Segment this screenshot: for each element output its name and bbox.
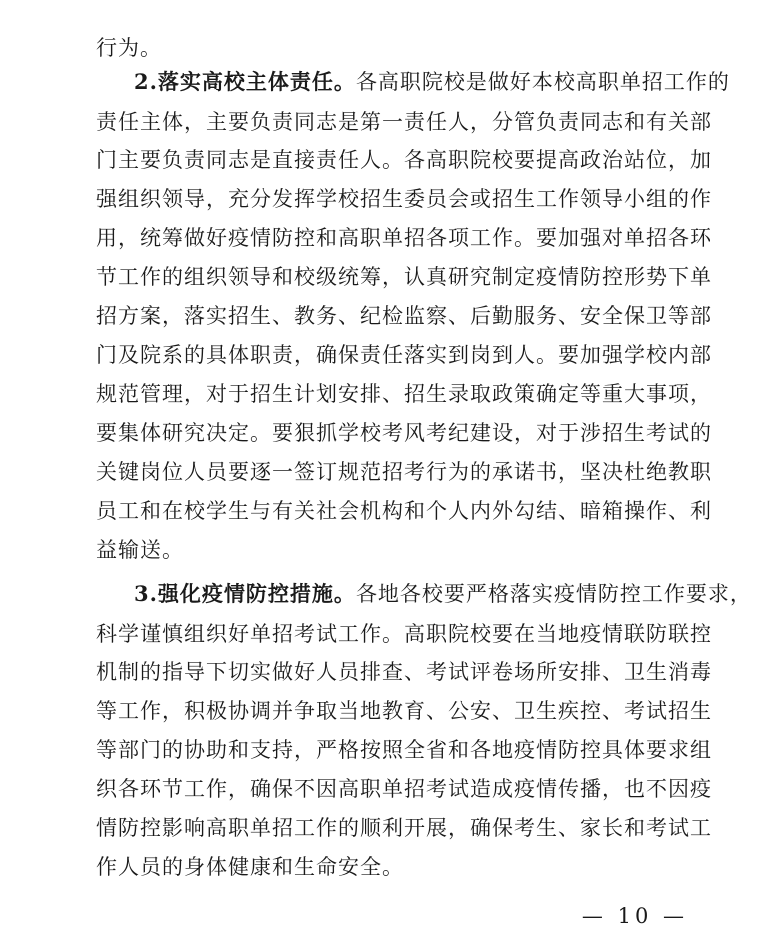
paragraph-text: 各地各校要严格落实疫情防控工作要求， [355,582,752,606]
section-2-first-line [134,68,730,96]
paragraph-line: 机制的指导下切实做好人员排查、考试评卷场所安排、卫生消毒 [96,660,712,684]
paragraph-line: 规范管理，对于招生计划安排、招生录取政策确定等重大事项， [96,382,712,406]
paragraph-line: 作人员的身体健康和生命安全。 [96,855,404,879]
paragraph-line: 节工作的组织领导和校级统筹，认真研究制定疫情防控形势下单 [96,265,712,289]
paragraph-line: 益输送。 [96,538,184,562]
paragraph-line: 情防控影响高职单招工作的顺利开展，确保考生、家长和考试工 [96,816,712,840]
paragraph-line: 行为。 [96,36,162,60]
paragraph-text: 各高职院校是做好本校高职单招工作的 [355,70,730,94]
paragraph-line: 招方案，落实招生、教务、纪检监察、后勤服务、安全保卫等部 [96,304,712,328]
paragraph-line: 门及院系的具体职责，确保责任落实到岗到人。要加强学校内部 [96,343,712,367]
paragraph-line: 等部门的协助和支持，严格按照全省和各地疫情防控具体要求组 [96,738,712,762]
paragraph-line: 织各环节工作，确保不因高职单招考试造成疫情传播，也不因疫 [96,777,712,801]
paragraph-line: 等工作，积极协调并争取当地教育、公安、卫生疾控、考试招生 [96,699,712,723]
paragraph-line: 要集体研究决定。要狠抓学校考风考纪建设，对于涉招生考试的 [96,421,712,445]
paragraph-line: 科学谨慎组织好单招考试工作。高职院校要在当地疫情联防联控 [96,622,712,646]
paragraph-line: 责任主体，主要负责同志是第一责任人，分管负责同志和有关部 [96,110,712,134]
paragraph-line: 用，统筹做好疫情防控和高职单招各项工作。要加强对单招各环 [96,226,712,250]
paragraph-line: 关键岗位人员要逐一签订规范招考行为的承诺书，坚决杜绝教职 [96,460,712,484]
page-number: — 10 — [581,904,688,928]
section-3-first-line [134,580,752,608]
paragraph-line: 强组织领导，充分发挥学校招生委员会或招生工作领导小组的作 [96,187,712,211]
section-2-heading: 2.落实高校主体责任。 [134,69,356,94]
paragraph-line: 员工和在校学生与有关社会机构和个人内外勾结、暗箱操作、利 [96,499,712,523]
paragraph-line: 门主要负责同志是直接责任人。各高职院校要提高政治站位，加 [96,148,712,172]
section-3-heading: 3.强化疫情防控措施。 [134,581,356,606]
